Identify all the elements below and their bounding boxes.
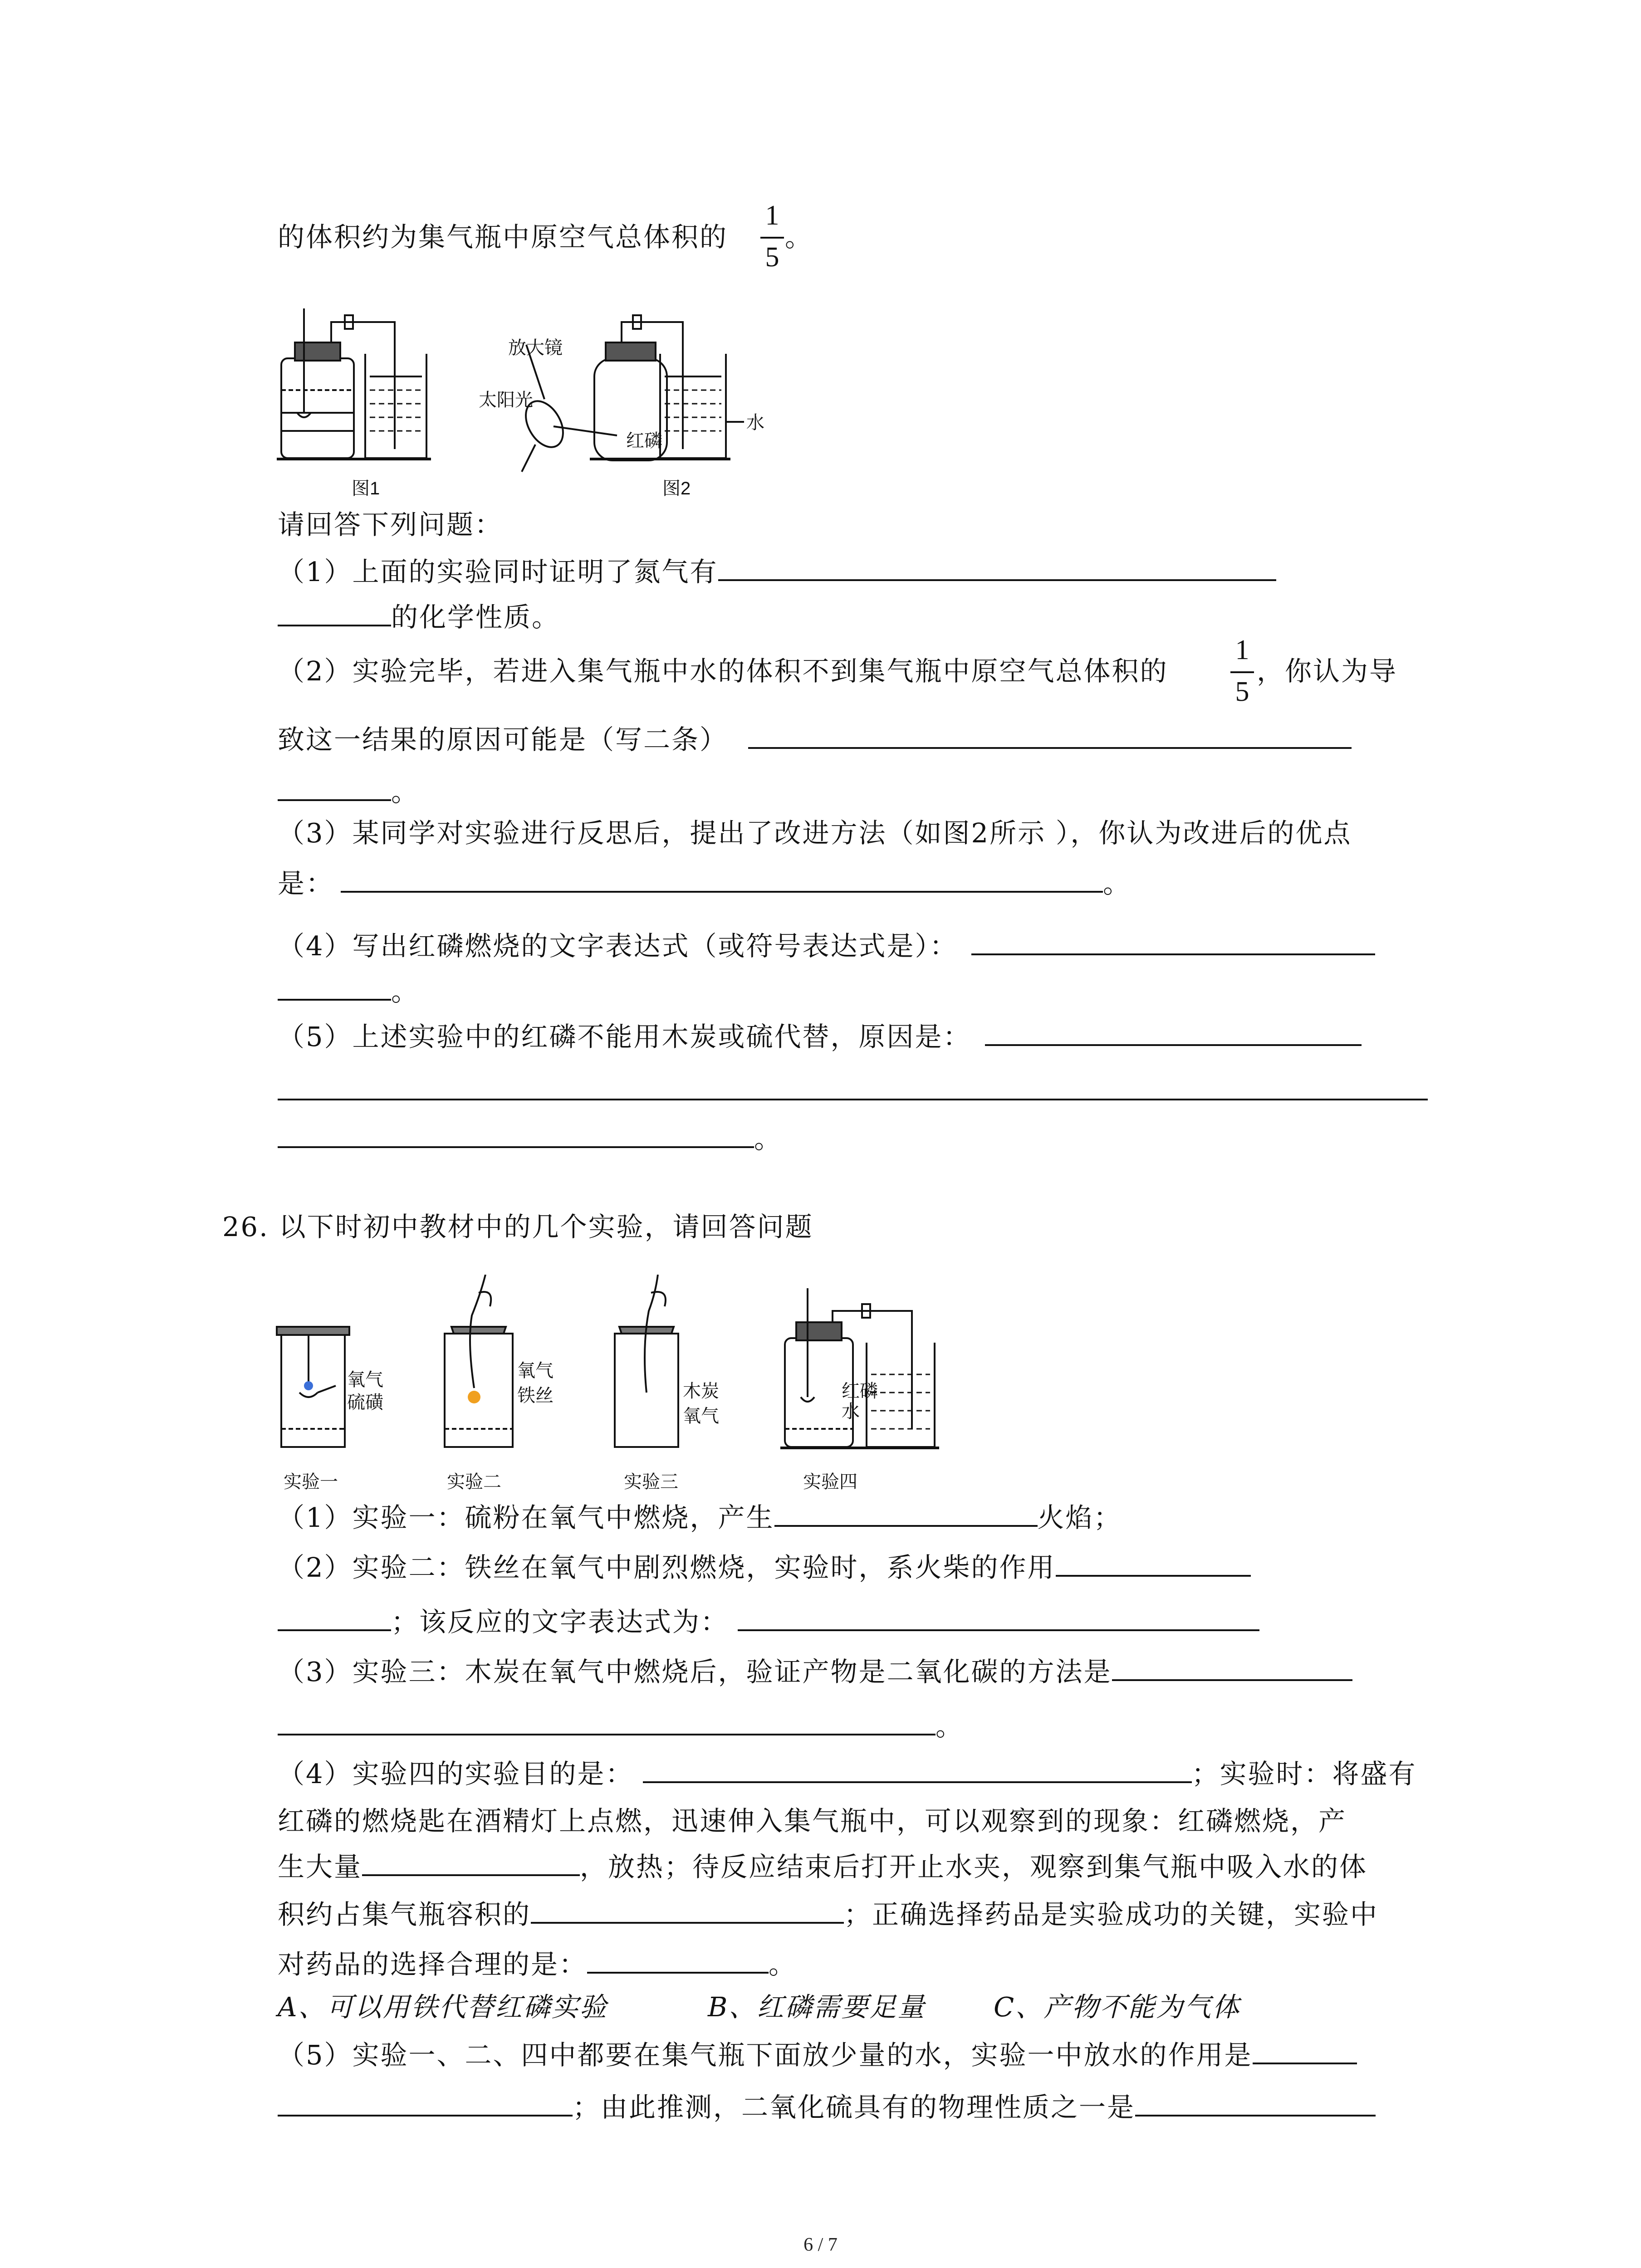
q26-p2b-blank2[interactable]: [738, 1601, 1259, 1631]
q25-p2-frac-num: 1: [1235, 635, 1249, 665]
q25-p5: [278, 1016, 1362, 1055]
q26-opt-b: B、红磷需要足量: [708, 1991, 926, 2023]
exp3-label-b: 氧气: [683, 1406, 719, 1426]
q26-p3-text: （3）实验三：木炭在氧气中燃烧后，验证产物是二氧化碳的方法是: [278, 1656, 1112, 1687]
q26-p4-text: （4）实验四的实验目的是：: [278, 1758, 634, 1789]
exp2-label: 实验二: [447, 1472, 501, 1492]
q26-p4c-text: 生大量: [278, 1851, 362, 1882]
q25-p3b-text: 是：: [278, 868, 334, 899]
q25-p3b-end: 。: [1103, 868, 1132, 899]
q25-p2-frac-den: 5: [1235, 676, 1249, 707]
q26-p2: [278, 1547, 1251, 1586]
exp3-label: 实验三: [624, 1472, 678, 1492]
q26-p3b-blank[interactable]: [278, 1706, 936, 1735]
q25-p1: [278, 551, 1276, 590]
q25-p2b-blank[interactable]: [748, 719, 1352, 749]
q26-p4c-blank[interactable]: [362, 1846, 580, 1876]
q25-figures: [272, 299, 817, 508]
q26-p4: [278, 1753, 1417, 1792]
q25-p5b-blank[interactable]: [278, 1070, 1428, 1100]
iron-spark-icon: [468, 1391, 480, 1403]
q25-p2c-text: 。: [391, 776, 420, 807]
q25-p3: （3）某同学对实验进行反思后，提出了改进方法（如图2所示 ），你认为改进后的优点: [278, 817, 1352, 849]
q26-p5-blank[interactable]: [1253, 2034, 1357, 2064]
q25-p5b: [278, 1070, 1428, 1110]
q25-p3b-blank[interactable]: [341, 863, 1103, 893]
q25-p1-text: （1）上面的实验同时证明了氮气有: [278, 556, 718, 587]
q26-opt-c: C、产物不能为气体: [994, 1991, 1241, 2023]
q25-p5-text: （5）上述实验中的红磷不能用木炭或硫代替，原因是：: [278, 1021, 971, 1052]
q26-p4-blank[interactable]: [643, 1753, 1192, 1783]
q26-p4d-text: 积约占集气瓶容积的: [278, 1899, 531, 1930]
fig2-phosphorus-label: 红磷: [626, 431, 662, 451]
q25-p2b-text: 致这一结果的原因可能是（写二条）: [278, 724, 728, 755]
q25-p1b: [278, 596, 560, 635]
q26-p4e-blank[interactable]: [587, 1944, 769, 1974]
q25-prompt: 请回答下列问题：: [278, 509, 503, 540]
fig2-label: 图2: [662, 479, 691, 499]
q25-frac-bar: [760, 237, 784, 239]
q25-frac-num: 1: [765, 200, 779, 231]
q26-p4d: [278, 1894, 1378, 1933]
q26-opt-a: A、可以用铁代替红磷实验: [278, 1991, 608, 2023]
page-number: 6 / 7: [803, 2234, 838, 2255]
q26-p2-text: （2）实验二：铁丝在氧气中剧烈燃烧，实验时，系火柴的作用: [278, 1552, 1056, 1583]
q26-p4d-blank[interactable]: [531, 1894, 844, 1924]
q26-p3-blank[interactable]: [1112, 1651, 1352, 1681]
q25-intro-line: [278, 219, 728, 255]
q26-p5b-text: ；由此推测，二氧化硫具有的物理性质之一是: [573, 2092, 1136, 2123]
exp4-label-b: 水: [842, 1402, 860, 1422]
q25-p2-end: ，你认为导: [1257, 655, 1398, 687]
exp2-label-b: 铁丝: [517, 1386, 554, 1406]
q26-p4-end: ；实验时：将盛有: [1191, 1758, 1417, 1789]
q25-p2c: [278, 771, 419, 810]
q25-p5c-blank[interactable]: [278, 1118, 754, 1148]
q25-p1-blank[interactable]: [718, 551, 1276, 581]
q26-p1: [278, 1497, 1122, 1536]
q26-p5b-blank2[interactable]: [1135, 2087, 1376, 2116]
q26-p2-blank[interactable]: [1056, 1547, 1251, 1577]
exp2-label-a: 氧气: [517, 1361, 554, 1381]
q25-p2b: [278, 719, 1352, 758]
q26-p4c-end: ，放热；待反应结束后打开止水夹，观察到集气瓶中吸入水的体: [580, 1851, 1368, 1882]
q26-p4e-end: 。: [769, 1949, 797, 1980]
q26-figures: [272, 1275, 998, 1510]
exp4-label: 实验四: [803, 1472, 857, 1492]
q26-p1-end: 火焰；: [1037, 1502, 1122, 1533]
q26-p4c: [278, 1846, 1367, 1885]
fig2-sunlight-label: 太阳光: [479, 390, 533, 410]
q26-p2b-blank1[interactable]: [278, 1601, 391, 1631]
q25-p5c: [278, 1118, 782, 1157]
q26-p3: [278, 1651, 1352, 1690]
exp4-label-a: 红磷: [842, 1381, 878, 1401]
q25-frac-den: 5: [765, 242, 779, 273]
q26-p3b-text: 。: [936, 1711, 964, 1742]
q26-p5b: [278, 2087, 1376, 2126]
q26-p5-text: （5）实验一、二、四中都要在集气瓶下面放少量的水，实验一中放水的作用是: [278, 2039, 1253, 2071]
q25-p2: [278, 653, 1168, 689]
q26-p4e: [278, 1944, 797, 1983]
q25-p4-text: （4）写出红磷燃烧的文字表达式（或符号表达式是）：: [278, 930, 958, 962]
q26-p4e-text: 对药品的选择合理的是：: [278, 1949, 588, 1980]
q25-intro-end: 。: [785, 221, 813, 253]
q25-p1b-text: 的化学性质。: [391, 601, 560, 633]
q25-p4-blank[interactable]: [971, 925, 1375, 955]
fig2-magnifier-label: 放大镜: [508, 338, 563, 358]
q26-p4d-end: ；正确选择药品是实验成功的关键，实验中: [844, 1899, 1379, 1930]
q26-title: 26. 以下时初中教材中的几个实验，请回答问题: [222, 1211, 813, 1242]
q25-p1b-blank[interactable]: [278, 596, 391, 626]
q25-p4b-text: 。: [391, 976, 420, 1007]
q26-p1-blank[interactable]: [774, 1497, 1038, 1527]
q26-p1-text: （1）实验一：硫粉在氧气中燃烧，产生: [278, 1502, 774, 1533]
q25-p4: [278, 925, 1375, 964]
fig2-water-label: 水: [746, 413, 764, 433]
q25-intro-text: 的体积约为集气瓶中原空气总体积的: [278, 221, 728, 253]
exp1-label: 实验一: [284, 1472, 338, 1492]
q26-p4b: 红磷的燃烧匙在酒精灯上点燃，迅速伸入集气瓶中，可以观察到的现象：红磷燃烧，产: [278, 1805, 1347, 1837]
q25-p5-blank[interactable]: [985, 1016, 1362, 1046]
q26-p5b-blank1[interactable]: [278, 2087, 573, 2116]
q26-p2b-text: ；该反应的文字表达式为：: [391, 1606, 729, 1637]
q25-p2c-blank[interactable]: [278, 771, 391, 801]
q25-p4b: [278, 971, 419, 1010]
q25-p2-text: （2）实验完毕，若进入集气瓶中水的体积不到集气瓶中原空气总体积的: [278, 655, 1168, 687]
q25-p3b: [278, 863, 1131, 902]
fig1-label: 图1: [352, 479, 380, 499]
sulfur-flame-icon: [304, 1381, 313, 1390]
exp1-label-a: 氧气: [347, 1370, 383, 1390]
q26-p5: [278, 2034, 1357, 2073]
q25-p2-frac-bar: [1230, 671, 1254, 673]
exp1-label-b: 硫磺: [347, 1393, 383, 1413]
q25-p4b-blank[interactable]: [278, 971, 391, 1001]
q25-p5c-text: 。: [754, 1123, 783, 1154]
exp3-label-a: 木炭: [683, 1381, 719, 1401]
q26-p2b: [278, 1601, 1259, 1640]
q26-p3b: [278, 1706, 964, 1745]
